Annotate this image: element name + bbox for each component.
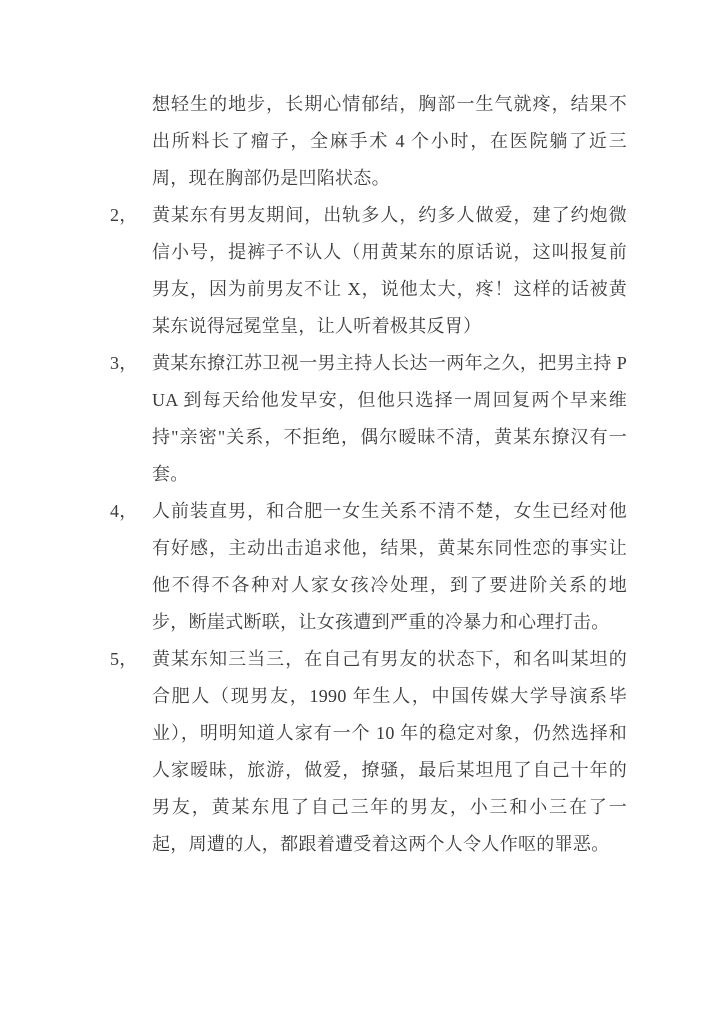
list-item-3 xyxy=(110,345,627,493)
list-number: 2， xyxy=(110,205,138,225)
list-number: 5， xyxy=(110,649,138,669)
list-text: 黄某东撩江苏卫视一男主持人长达一两年之久，把男主持 PUA 到每天给他发早安，但他只选择一周回复两个早来维持"亲密"关系，不拒绝，偶尔暧昧不清，黄某东撩汉有一套。 xyxy=(152,353,627,484)
list-number: 3， xyxy=(110,353,138,373)
list-item-5 xyxy=(110,641,627,863)
list-text: 人前装直男，和合肥一女生关系不清不楚，女生已经对他有好感，主动出击追求他，结果，黄某东同性恋的事实让他不得不各种对人家女孩冷处理，到了要进阶关系的地步，断崖式断联，让女孩遭到严重的冷暴力和心理打击。 xyxy=(152,501,627,632)
list-text: 想轻生的地步，长期心情郁结，胸部一生气就疼，结果不出所料长了瘤子，全麻手术 4 个小时，在医院躺了近三周，现在胸部仍是凹陷状态。 xyxy=(152,94,627,188)
list-number: 4， xyxy=(110,501,138,521)
list-item-2 xyxy=(110,197,627,345)
list-item-4 xyxy=(110,493,627,641)
list-item-continuation xyxy=(110,86,627,197)
list-text: 黄某东知三当三，在自己有男友的状态下，和名叫某坦的合肥人（现男友，1990 年生人，中国传媒大学导演系毕业），明明知道人家有一个 10 年的稳定对象，仍然选择和人家暧昧，旅游，做爱，撩骚，最后某坦甩了自己十年的男友，黄某东甩了自己三年的男友，小三和小三在了一起，周遭的人，都跟着遭受着这两个人令人作呕的罪恶。 xyxy=(152,649,627,854)
list-text: 黄某东有男友期间，出轨多人，约多人做爱，建了约炮微信小号，提裤子不认人（用黄某东的原话说，这叫报复前男友，因为前男友不让 X，说他太大，疼！这样的话被黄某东说得冠冕堂皇，让人听着极其反胃） xyxy=(152,205,627,336)
document-body xyxy=(110,86,627,863)
